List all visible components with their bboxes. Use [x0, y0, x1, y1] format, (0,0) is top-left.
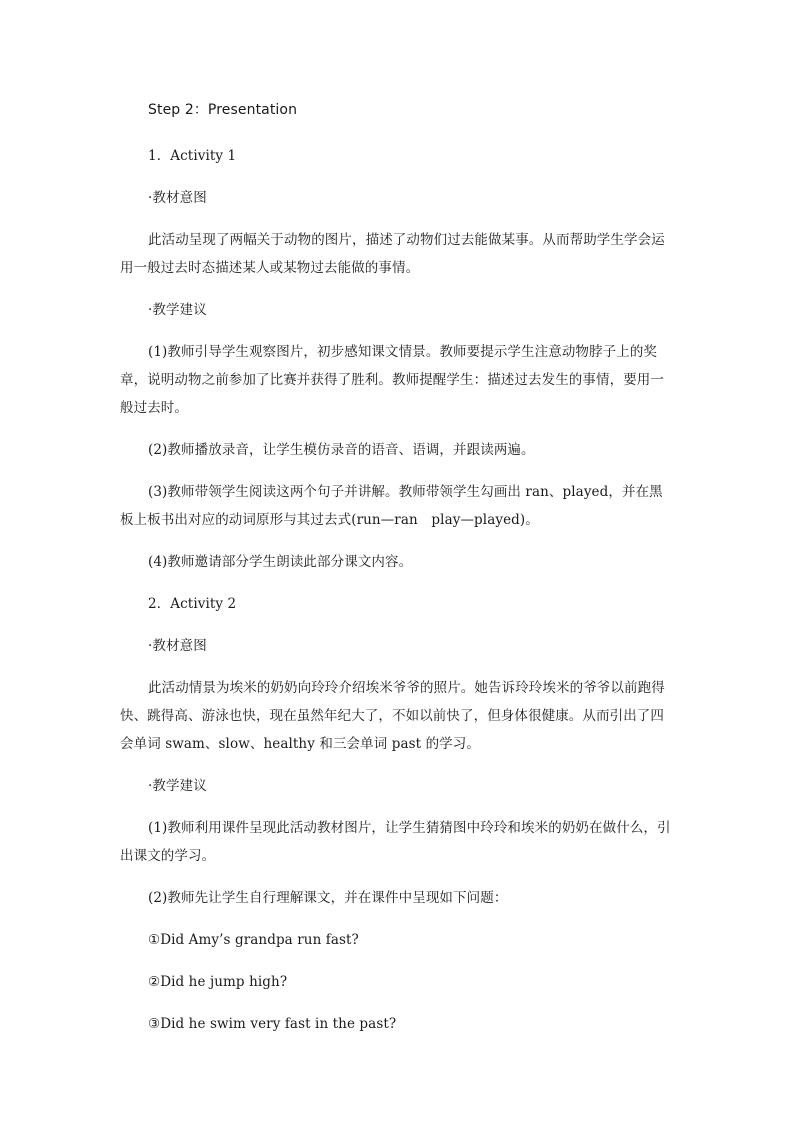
activity1-suggestion-2: (2)教师播放录音，让学生模仿录音的语音、语调，并跟读两遍。 — [148, 442, 535, 458]
activity1-suggestion-label: ·教学建议 — [148, 302, 207, 318]
activity2-question-2: ②Did he jump high? — [148, 974, 288, 990]
activity2-question-1: ①Did Amy’s grandpa run fast? — [148, 932, 359, 948]
activity2-question-3: ③Did he swim very fast in the past? — [148, 1016, 397, 1032]
activity1-intent-text: 此活动呈现了两幅关于动物的图片，描述了动物们过去能做某事。从而帮助学生学会运用一般过去时态描述某人或某物过去能做的事情。 — [120, 232, 665, 276]
document-body — [120, 96, 676, 1052]
activity2-suggestion-label: ·教学建议 — [148, 778, 207, 794]
activity2-intent-text: 此活动情景为埃米的奶奶向玲玲介绍埃米爷爷的照片。她告诉玲玲埃米的爷爷以前跑得快、跳得高、游泳也快，现在虽然年纪大了，不如以前快了，但身体很健康。从而引出了四会单词 swam、slow、healthy 和三会单词 past 的学习。 — [120, 680, 665, 752]
activity1-suggestion-4: (4)教师邀请部分学生朗读此部分课文内容。 — [148, 554, 413, 570]
step-title: Step 2：Presentation — [148, 102, 298, 118]
activity1-heading: 1．Activity 1 — [148, 148, 237, 164]
activity2-heading: 2．Activity 2 — [148, 596, 237, 612]
activity2-suggestion-1: (1)教师利用课件呈现此活动教材图片，让学生猜猜图中玲玲和埃米的奶奶在做什么，引出课文的学习。 — [120, 820, 671, 864]
activity1-suggestion-1: (1)教师引导学生观察图片，初步感知课文情景。教师要提示学生注意动物脖子上的奖章，说明动物之前参加了比赛并获得了胜利。教师提醒学生：描述过去发生的事情，要用一般过去时。 — [120, 344, 664, 416]
activity1-intent-label: ·教材意图 — [148, 190, 207, 206]
activity2-intent-label: ·教材意图 — [148, 638, 207, 654]
activity2-suggestion-2: (2)教师先让学生自行理解课文，并在课件中呈现如下问题： — [148, 890, 508, 906]
activity1-suggestion-3: (3)教师带领学生阅读这两个句子并讲解。教师带领学生勾画出 ran、played，并在黑板上板书出对应的动词原形与其过去式(run—ran play—played)。 — [120, 484, 663, 528]
